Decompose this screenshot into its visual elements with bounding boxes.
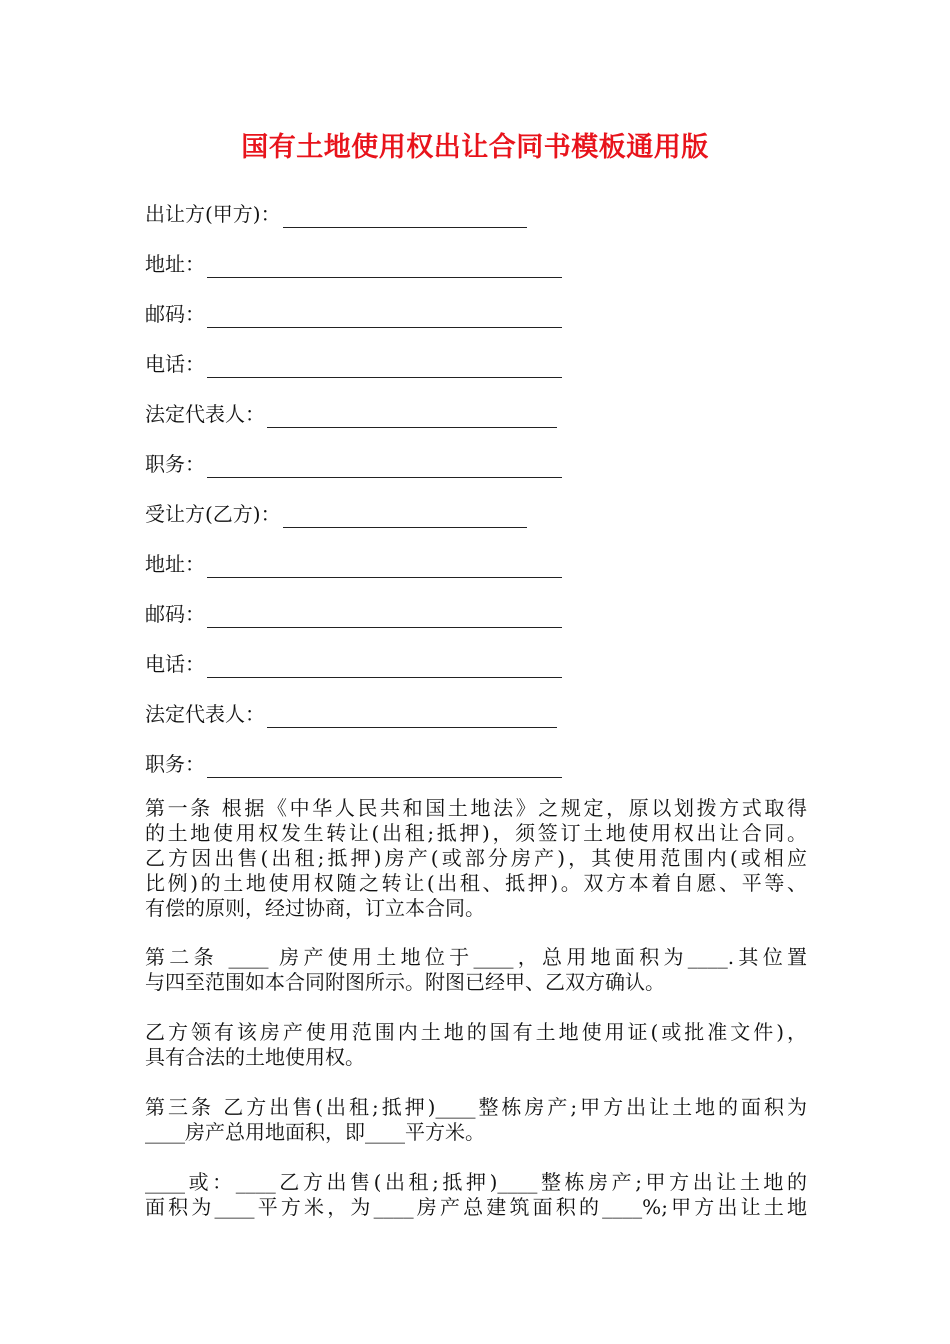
article-1-line: 乙方因出售(出租;抵押)房产(或部分房产)，其使用范围内(或相应 xyxy=(145,846,807,870)
article-1-line: 的土地使用权发生转让(出租;抵押)，须签订土地使用权出让合同。 xyxy=(145,821,807,845)
party-a-postcode-blank[interactable] xyxy=(207,303,562,328)
party-b-legal-rep-field xyxy=(145,696,557,728)
party-a-name-field xyxy=(145,196,527,228)
party-b-position-field xyxy=(145,746,562,778)
article-2-note-line: 乙方领有该房产使用范围内土地的国有土地使用证(或批准文件)， xyxy=(145,1020,807,1044)
party-a-phone-field xyxy=(145,346,562,378)
party-a-phone-label: 电话： xyxy=(145,352,205,376)
party-a-position-field xyxy=(145,446,562,478)
party-a-postcode-field xyxy=(145,296,562,328)
party-b-postcode-field xyxy=(145,596,562,628)
party-b-address-blank[interactable] xyxy=(207,553,562,578)
party-b-postcode-blank[interactable] xyxy=(207,603,562,628)
party-b-legal-rep-label: 法定代表人： xyxy=(145,702,265,726)
article-3-alt-line: ____或：____乙方出售(出租;抵押)____整栋房产;甲方出让土地的 xyxy=(145,1170,807,1194)
article-3-alt-line: 面积为____平方米，为____房产总建筑面积的____%;甲方出让土地 xyxy=(145,1195,807,1219)
article-2-paragraph xyxy=(145,945,807,995)
party-b-name-field xyxy=(145,496,527,528)
party-a-legal-rep-label: 法定代表人： xyxy=(145,402,265,426)
article-3-alt-paragraph xyxy=(145,1170,807,1220)
document-title: 国有土地使用权出让合同书模板通用版 xyxy=(241,132,709,163)
article-3-paragraph xyxy=(145,1095,807,1145)
party-b-phone-label: 电话： xyxy=(145,652,205,676)
party-b-address-field xyxy=(145,546,562,578)
party-a-name-label: 出让方(甲方)： xyxy=(145,202,281,226)
party-a-address-field xyxy=(145,246,562,278)
party-a-address-blank[interactable] xyxy=(207,253,562,278)
article-1-line: 比例)的土地使用权随之转让(出租、抵押)。双方本着自愿、平等、 xyxy=(145,871,807,895)
party-b-legal-rep-blank[interactable] xyxy=(267,703,557,728)
party-a-name-blank[interactable] xyxy=(283,203,527,228)
article-2-note-paragraph xyxy=(145,1020,807,1070)
article-3-line: 第三条 乙方出售(出租;抵押)____整栋房产;甲方出让土地的面积为 xyxy=(145,1095,807,1119)
article-2-note-line: 具有合法的土地使用权。 xyxy=(145,1045,365,1069)
party-b-postcode-label: 邮码： xyxy=(145,602,205,626)
party-a-legal-rep-field xyxy=(145,396,557,428)
party-b-position-blank[interactable] xyxy=(207,753,562,778)
article-3-line: ____房产总用地面积，即____平方米。 xyxy=(145,1120,485,1144)
party-b-position-label: 职务： xyxy=(145,752,205,776)
party-b-name-label: 受让方(乙方)： xyxy=(145,502,281,526)
party-a-address-label: 地址： xyxy=(145,252,205,276)
party-a-position-label: 职务： xyxy=(145,452,205,476)
article-2-line: 第二条 ____ 房产使用土地位于____，总用地面积为____.其位置 xyxy=(145,945,807,969)
article-1-paragraph xyxy=(145,796,807,921)
party-a-postcode-label: 邮码： xyxy=(145,302,205,326)
party-a-phone-blank[interactable] xyxy=(207,353,562,378)
party-a-position-blank[interactable] xyxy=(207,453,562,478)
party-b-name-blank[interactable] xyxy=(283,503,527,528)
article-1-line: 有偿的原则，经过协商，订立本合同。 xyxy=(145,896,485,920)
article-1-line: 第一条 根据《中华人民共和国土地法》之规定，原以划拨方式取得 xyxy=(145,796,807,820)
article-2-line: 与四至范围如本合同附图所示。附图已经甲、乙双方确认。 xyxy=(145,970,665,994)
party-b-address-label: 地址： xyxy=(145,552,205,576)
party-b-phone-field xyxy=(145,646,562,678)
party-b-phone-blank[interactable] xyxy=(207,653,562,678)
party-a-legal-rep-blank[interactable] xyxy=(267,403,557,428)
